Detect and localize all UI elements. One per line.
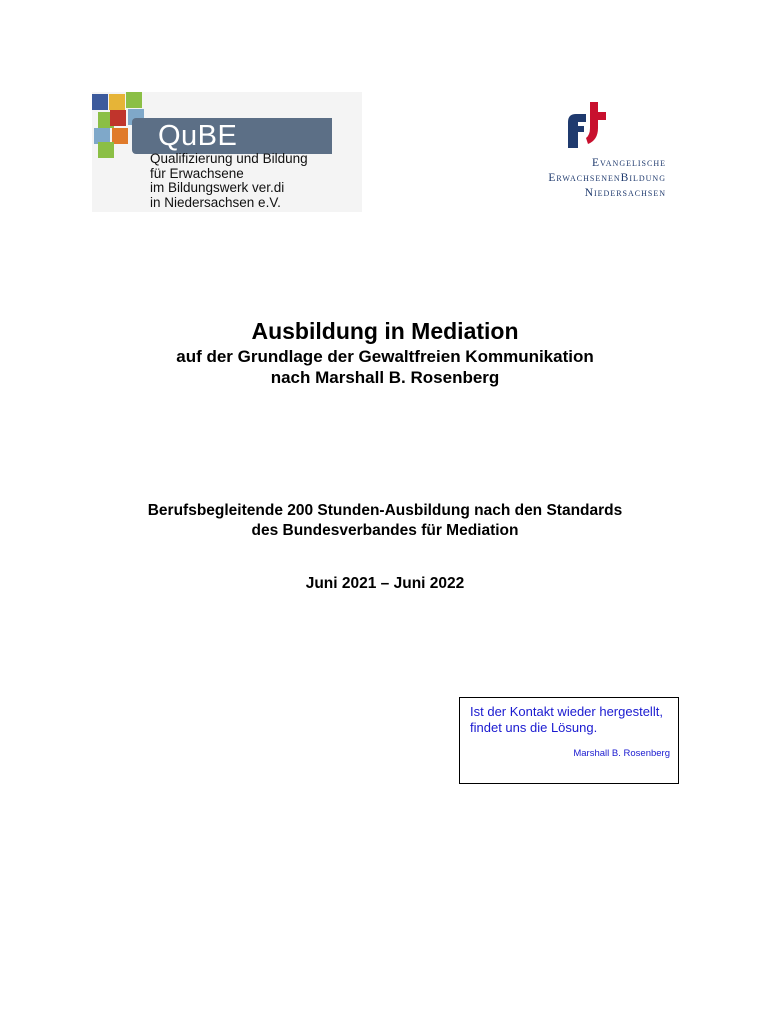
qube-wordmark: QuBE [132, 118, 332, 154]
quote-author: Marshall B. Rosenberg [573, 748, 670, 759]
qube-tagline: Qualifizierung und Bildung für Erwachsene im Bildungswerk ver.di in Niedersachsen e.V. [150, 151, 308, 210]
program-dates: Juni 2021 – Juni 2022 [305, 575, 465, 592]
quote-text: Ist der Kontakt wieder hergestellt, findet uns die Lösung. [470, 704, 663, 735]
quote-box [459, 697, 679, 784]
document-subtitle: auf der Grundlage der Gewaltfreien Kommunikation nach Marshall B. Rosenberg [176, 347, 594, 387]
qube-logo [92, 92, 362, 212]
document-title: Ausbildung in Mediation [251, 318, 519, 344]
program-description: Berufsbegleitende 200 Stunden-Ausbildung nach den Standards des Bundesverbandes für Mediation [147, 502, 623, 539]
eeb-cross-icon [562, 102, 612, 150]
eeb-wordmark: Evangelische ErwachsenenBildung Niedersachsen [548, 157, 666, 199]
eeb-logo [516, 102, 666, 202]
